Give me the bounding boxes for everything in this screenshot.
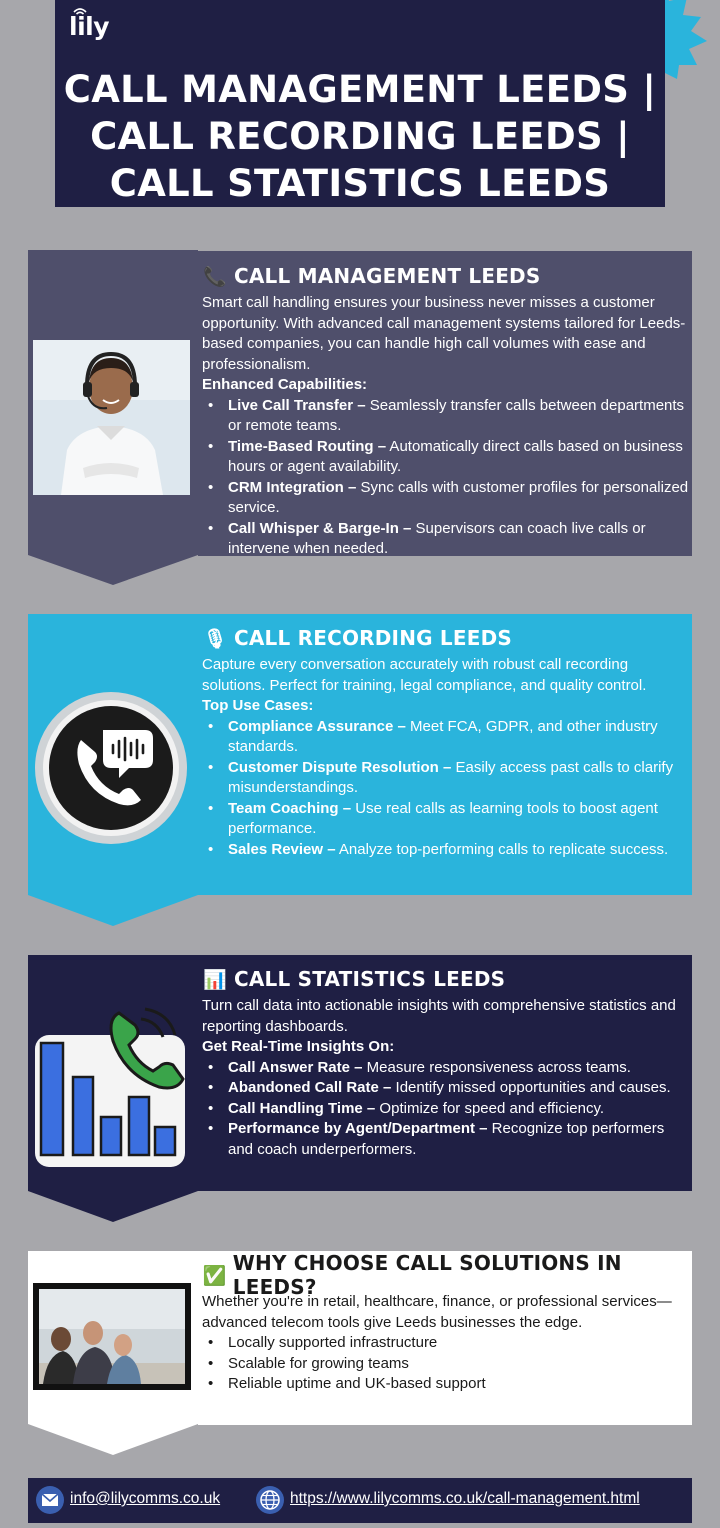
item-text: Meet FCA, GDPR, and other industry standards. [228, 717, 658, 755]
section-1-list [202, 396, 690, 560]
website-link[interactable]: https://www.lilycomms.co.uk/call-management.html [290, 1490, 640, 1507]
item-label: Team Coaching – [228, 799, 352, 817]
item-label: Live Call Transfer – [228, 396, 366, 414]
header-banner [55, 0, 665, 207]
footer-bar [28, 1478, 692, 1523]
logo-text: lily [69, 12, 110, 41]
item-label: Abandoned Call Rate – [228, 1079, 392, 1096]
item-text: Scalable for growing teams [228, 1354, 409, 1372]
item-label: Call Handling Time – [228, 1099, 376, 1117]
section-3-subtitle: Get Real-Time Insights On: [202, 1038, 395, 1055]
section-1-title: CALL MANAGEMENT LEEDS [234, 264, 541, 288]
list-item [202, 478, 690, 519]
email-icon [36, 1486, 64, 1514]
list-item [202, 437, 690, 478]
item-label: Call Whisper & Barge-In – [228, 519, 412, 537]
team-photo [33, 1283, 191, 1390]
check-icon: ✅ [202, 1264, 227, 1287]
page-title [55, 66, 665, 207]
microphone-icon: 🎙 [202, 627, 228, 650]
list-item [202, 1374, 690, 1395]
list-item [202, 1333, 690, 1354]
phone-icon: 📞 [203, 265, 227, 288]
item-text: Easily access past calls to clarify misunderstandings. [228, 758, 674, 796]
item-label: Performance by Agent/Department – [228, 1120, 488, 1137]
section-4-list [202, 1333, 690, 1395]
email-link[interactable]: info@lilycomms.co.uk [70, 1490, 221, 1507]
agent-photo [33, 340, 190, 495]
title-line-1: CALL MANAGEMENT LEEDS | [63, 68, 657, 111]
list-item [202, 840, 690, 861]
section-3-heading [202, 965, 690, 993]
bar-chart-icon: 📊 [203, 968, 227, 991]
section-2-list [202, 717, 690, 861]
item-label: Compliance Assurance – [228, 717, 406, 735]
item-text: Analyze top-performing calls to replicate success. [335, 840, 669, 858]
section-3-content [202, 955, 690, 1160]
list-item [202, 1058, 690, 1079]
section-2-content [202, 614, 690, 860]
wifi-icon [73, 7, 87, 16]
item-label: Call Answer Rate – [228, 1058, 363, 1076]
list-item [202, 1354, 690, 1375]
call-statistics-icon [33, 1005, 190, 1170]
section-3-title: CALL STATISTICS LEEDS [234, 967, 506, 991]
item-label: Sales Review – [228, 840, 336, 858]
section-2-heading [202, 624, 690, 652]
list-item [202, 396, 690, 437]
section-2-intro: Capture every conversation accurately with robust call recording solutions. Perfect for training, legal compliance, and quality control. [202, 656, 647, 694]
item-text: Reliable uptime and UK-based support [228, 1375, 486, 1392]
list-item [202, 799, 690, 840]
section-2-subtitle: Top Use Cases: [202, 697, 314, 714]
item-text: Locally supported infrastructure [228, 1334, 438, 1351]
section-2-title: CALL RECORDING LEEDS [234, 626, 512, 650]
item-label: CRM Integration – [228, 478, 357, 496]
item-text: Automatically direct calls based on business hours or agent availability. [228, 437, 683, 475]
list-item [202, 717, 690, 758]
item-label: Time-Based Routing – [228, 437, 387, 455]
item-text: Measure responsiveness across teams. [362, 1058, 631, 1076]
call-recording-icon [33, 690, 190, 847]
item-text: Sync calls with customer profiles for personalized service. [228, 478, 689, 516]
section-1-intro: Smart call handling ensures your business never misses a customer opportunity. With advanced call management systems tailored for Leeds-based companies, you can handle high call volumes with ease and professionalism. [202, 294, 686, 373]
section-1-content [202, 252, 690, 560]
item-text: Seamlessly transfer calls between departments or remote teams. [228, 396, 685, 434]
section-4-intro: Whether you're in retail, healthcare, finance, or professional services—advanced telecom tools give Leeds businesses the edge. [202, 1293, 672, 1331]
section-3-list [202, 1058, 690, 1161]
item-text: Supervisors can coach live calls or intervene when needed. [228, 519, 646, 557]
globe-icon [256, 1486, 284, 1514]
section-1-subtitle: Enhanced Capabilities: [202, 376, 368, 393]
list-item [202, 1119, 690, 1160]
item-text: Recognize top performers and coach underperformers. [228, 1120, 665, 1158]
item-text: Use real calls as learning tools to boost agent performance. [228, 799, 658, 837]
item-label: Customer Dispute Resolution – [228, 758, 452, 776]
title-line-2: CALL RECORDING LEEDS | [90, 115, 630, 158]
section-3-intro: Turn call data into actionable insights with comprehensive statistics and reporting dashboards. [202, 997, 676, 1035]
lily-logo [69, 12, 109, 41]
title-line-3: CALL STATISTICS LEEDS [109, 162, 611, 205]
section-4-heading [202, 1251, 690, 1299]
list-item [202, 758, 690, 799]
section-4-content [202, 1251, 690, 1395]
list-item [202, 1099, 690, 1120]
section-4-title: WHY CHOOSE CALL SOLUTIONS IN LEEDS? [232, 1251, 622, 1299]
list-item [202, 1078, 690, 1099]
section-1-heading [202, 262, 690, 290]
list-item [202, 519, 690, 560]
item-text: Identify missed opportunities and causes. [391, 1079, 671, 1096]
item-text: Optimize for speed and efficiency. [375, 1099, 604, 1117]
